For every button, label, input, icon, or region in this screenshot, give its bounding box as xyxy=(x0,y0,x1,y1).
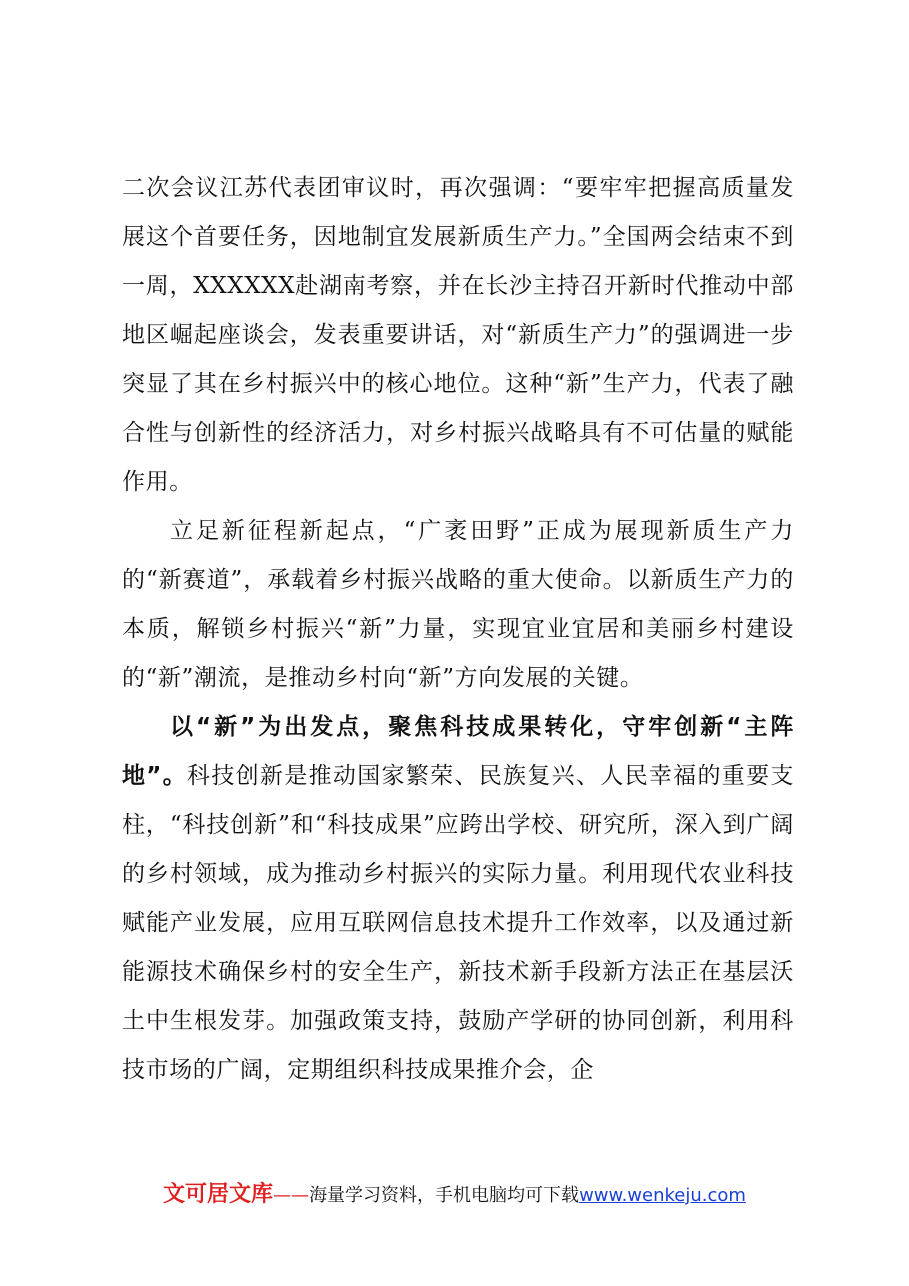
footer-url-link[interactable]: www.wenkeju.com xyxy=(579,1185,746,1206)
footer-brand: 文可居文库 xyxy=(163,1182,274,1207)
paragraph-3 xyxy=(122,703,794,1095)
paragraph-2-text: 立足新征程新起点，“广袤田野”正成为展现新质生产力的“新赛道”，承载着乡村振兴战略的重大使命。以新质生产力的本质，解锁乡村振兴“新”力量，实现宜业宜居和美丽乡村建设的“新”潮流，是推动乡村向“新”方向发展的关键。 xyxy=(122,518,794,691)
paragraph-3-heading: 以“新”为出发点，聚焦科技成果转化，守牢创新“主阵地”。 xyxy=(122,714,794,789)
paragraph-1 xyxy=(122,164,794,507)
paragraph-1-text: 二次会议江苏代表团审议时，再次强调：“要牢牢把握高质量发展这个首要任务，因地制宜发展新质生产力。”全国两会结束不到一周，XXXXXX赴湖南考察，并在长沙主持召开新时代推动中部地区崛起座谈会，发表重要讲话，对“新质生产力”的强调进一步突显了其在乡村振兴中的核心地位。这种“新”生产力，代表了融合性与创新性的经济活力，对乡村振兴战略具有不可估量的赋能作用。 xyxy=(122,175,794,495)
paragraph-3-text: 科技创新是推动国家繁荣、民族复兴、人民幸福的重要支柱，“科技创新”和“科技成果”应跨出学校、研究所，深入到广阔的乡村领域，成为推动乡村振兴的实际力量。利用现代农业科技赋能产业发展，应用互联网信息技术提升工作效率，以及通过新能源技术确保乡村的安全生产，新技术新手段新方法正在基层沃土中生根发芽。加强政策支持，鼓励产学研的协同创新，利用科技市场的广阔，定期组织科技成果推介会，企 xyxy=(122,763,795,1083)
document-body xyxy=(122,164,794,1095)
footer-banner xyxy=(0,1180,909,1211)
footer-separator: —— xyxy=(273,1185,310,1206)
footer-tagline: 海量学习资料，手机电脑均可下载 xyxy=(309,1185,580,1206)
paragraph-2 xyxy=(122,507,794,703)
